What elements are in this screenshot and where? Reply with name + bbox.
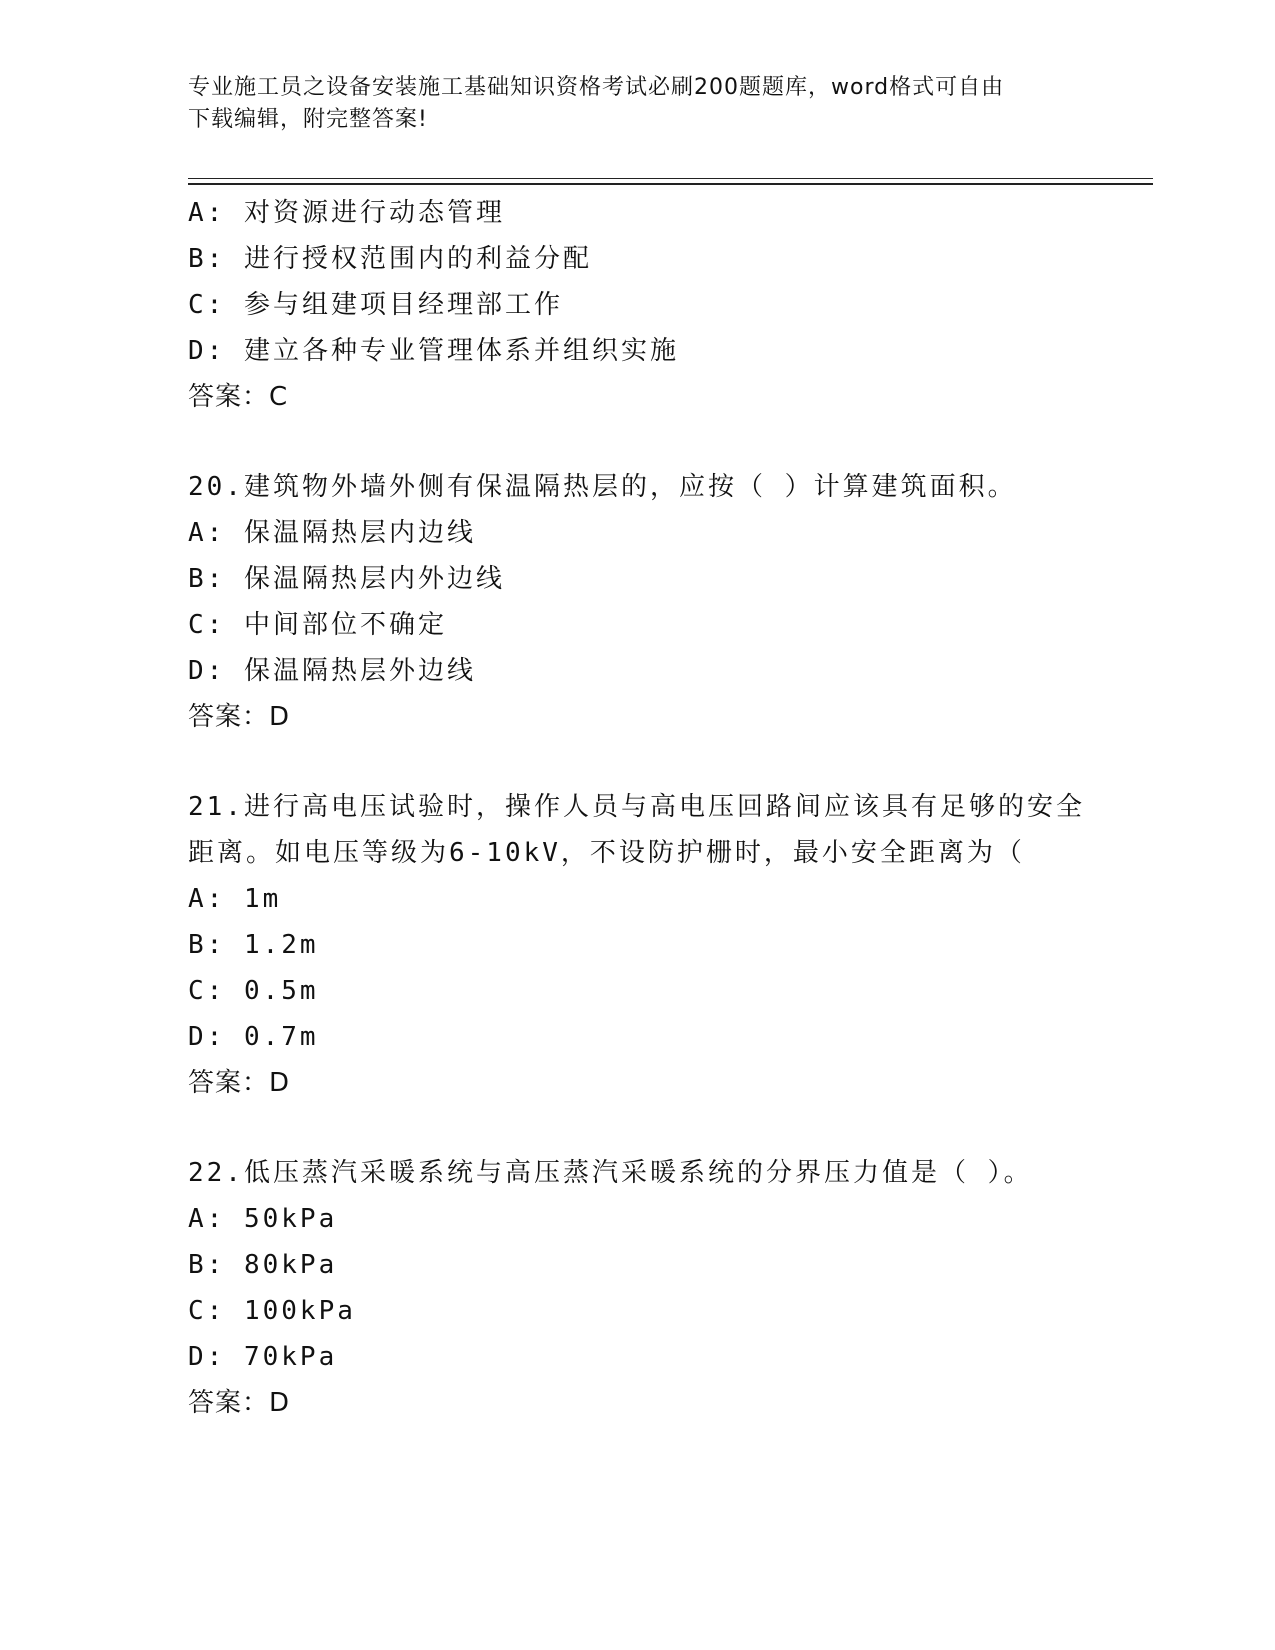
question-block-19 [188, 190, 1148, 420]
question-text-line-1: 21.进行高电压试验时，操作人员与高电压回路间应该具有足够的安全 [188, 792, 1085, 822]
option-b: B: 1.2m [188, 930, 319, 960]
question-block-22 [188, 1150, 1148, 1426]
question-text: 22.低压蒸汽采暖系统与高压蒸汽采暖系统的分界压力值是（ ）。 [188, 1158, 1033, 1188]
header-divider-thick [188, 183, 1153, 185]
option-d: D: 0.7m [188, 1022, 319, 1052]
answer-line: 答案：D [188, 702, 291, 732]
option-c: C: 100kPa [188, 1296, 356, 1326]
option-d: D: 70kPa [188, 1342, 338, 1372]
option-a: A: 50kPa [188, 1204, 338, 1234]
answer-line: 答案：C [188, 382, 289, 412]
question-list [188, 190, 1148, 1426]
option-b: B: 保温隔热层内外边线 [188, 564, 505, 594]
option-d: D: 保温隔热层外边线 [188, 656, 476, 686]
question-text-line-2: 距离。如电压等级为6-10kV，不设防护栅时，最小安全距离为（ [188, 838, 1025, 868]
answer-line: 答案：D [188, 1068, 291, 1098]
answer-line: 答案：D [188, 1388, 291, 1418]
option-c: C: 中间部位不确定 [188, 610, 447, 640]
option-a: A: 1m [188, 884, 282, 914]
option-d: D: 建立各种专业管理体系并组织实施 [188, 336, 679, 366]
option-b: B: 进行授权范围内的利益分配 [188, 244, 592, 274]
option-c: C: 0.5m [188, 976, 319, 1006]
header-line-2: 下载编辑，附完整答案! [188, 107, 428, 132]
option-a: A: 保温隔热层内边线 [188, 518, 476, 548]
question-block-21 [188, 784, 1148, 1106]
option-a: A: 对资源进行动态管理 [188, 198, 505, 228]
header-line-1: 专业施工员之设备安装施工基础知识资格考试必刷200题题库，word格式可自由 [188, 75, 1005, 100]
document-header [188, 72, 1088, 136]
question-block-20 [188, 464, 1148, 740]
option-b: B: 80kPa [188, 1250, 338, 1280]
header-divider-thin [188, 178, 1153, 179]
question-text: 20.建筑物外墙外侧有保温隔热层的，应按（ ）计算建筑面积。 [188, 472, 1017, 502]
option-c: C: 参与组建项目经理部工作 [188, 290, 563, 320]
